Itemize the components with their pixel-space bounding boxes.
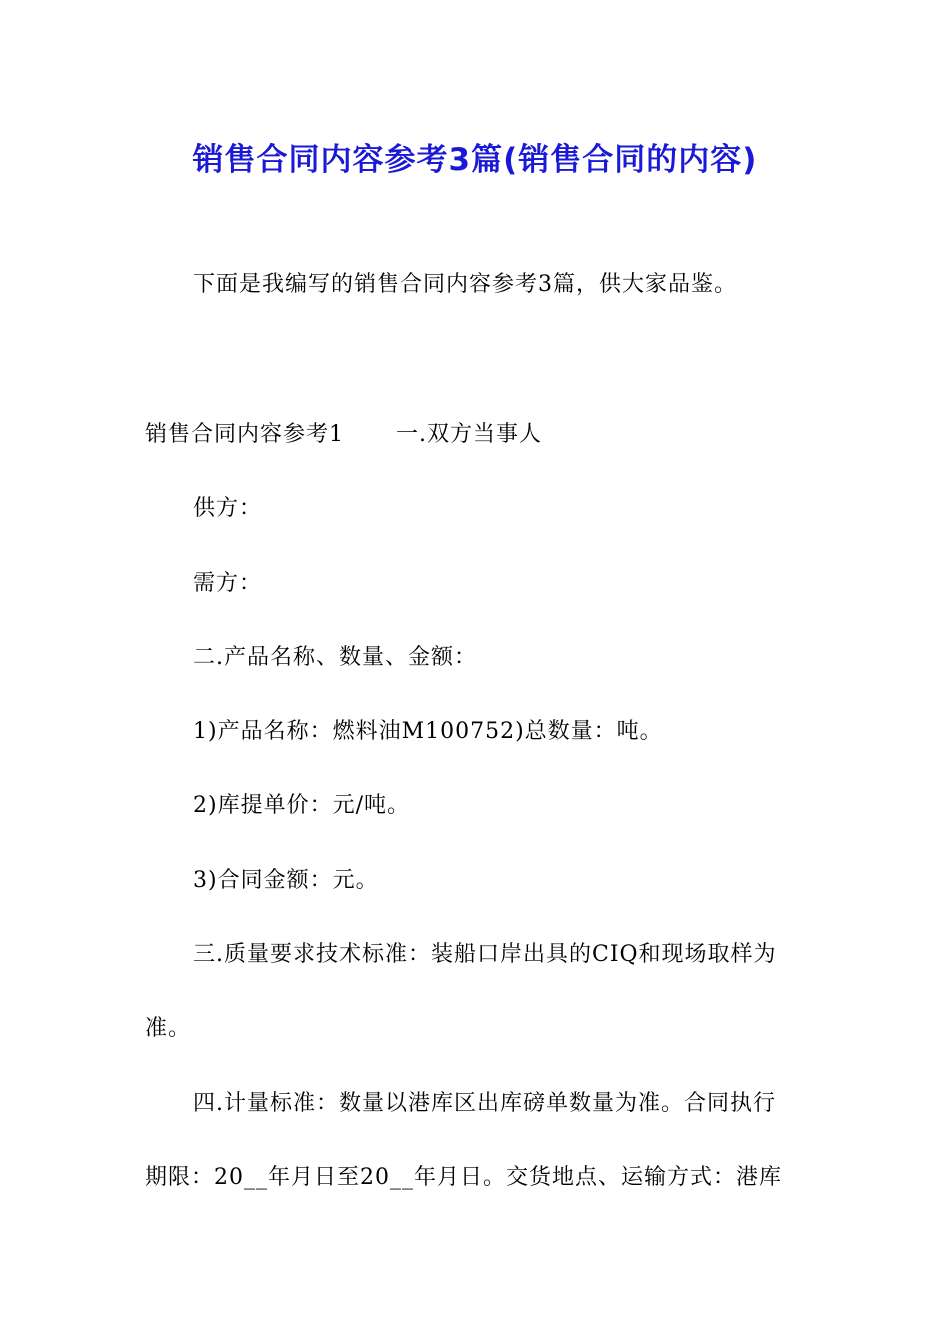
document-title: 销售合同内容参考3篇(销售合同的内容) bbox=[192, 142, 758, 178]
buyer-label: 需方： bbox=[193, 571, 263, 596]
product-name-line: 1)产品名称：燃料油M100752)总数量：吨。 bbox=[193, 719, 663, 744]
section-heading: 销售合同内容参考1 bbox=[145, 422, 344, 447]
measurement-standard-line-2: 期限：20__年月日至20__年月日。交货地点、运输方式：港库 bbox=[145, 1165, 782, 1190]
quality-standard-line-1: 三.质量要求技术标准：装船口岸出具的CIQ和现场取样为 bbox=[193, 942, 777, 967]
measurement-standard-line-1: 四.计量标准：数量以港库区出库磅单数量为准。合同执行 bbox=[193, 1091, 776, 1116]
contract-amount-line: 3)合同金额：元。 bbox=[193, 868, 379, 893]
section-heading-line bbox=[145, 420, 542, 450]
unit-price-line: 2)库提单价：元/吨。 bbox=[193, 793, 410, 818]
quality-standard-line-2: 准。 bbox=[145, 1016, 192, 1041]
supplier-label: 供方： bbox=[193, 496, 263, 521]
intro-paragraph: 下面是我编写的销售合同内容参考3篇，供大家品鉴。 bbox=[193, 272, 737, 297]
product-section-heading: 二.产品名称、数量、金额： bbox=[193, 645, 477, 670]
section-subheading: 一.双方当事人 bbox=[396, 422, 542, 447]
